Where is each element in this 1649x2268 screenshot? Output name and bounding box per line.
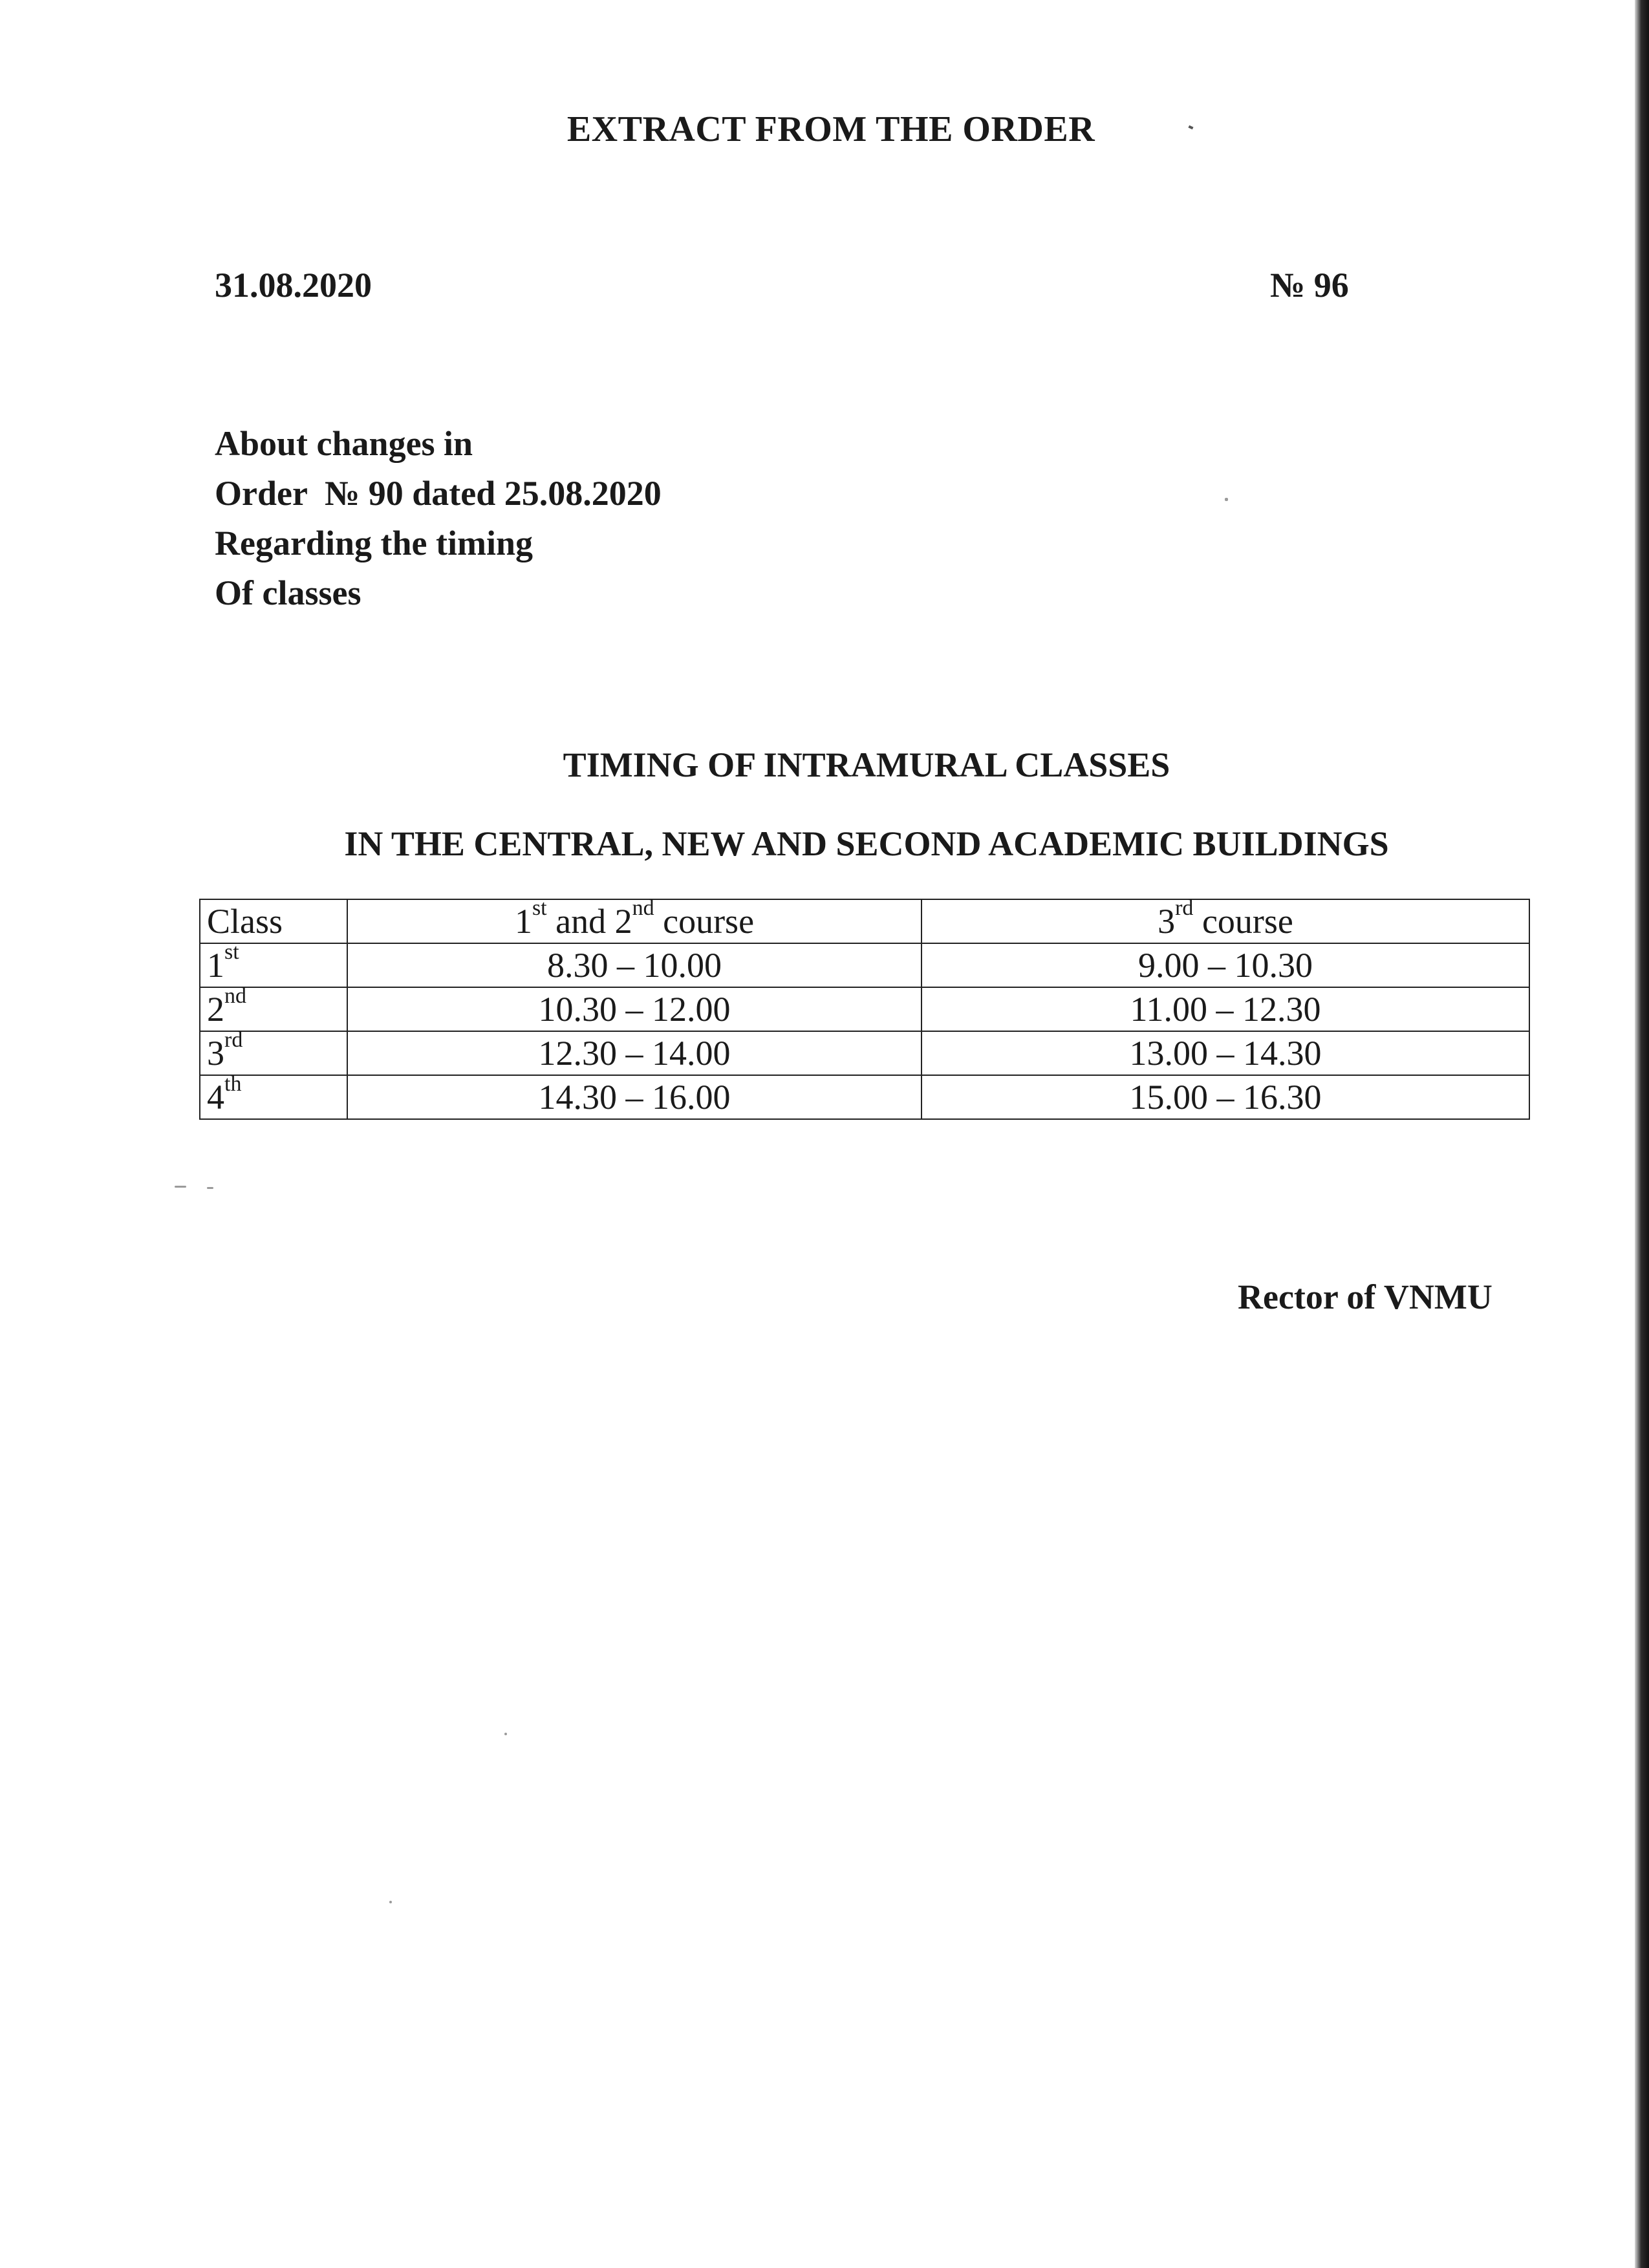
header-num: 3 bbox=[1158, 902, 1176, 941]
time-third: 9.00 – 10.30 bbox=[921, 943, 1529, 987]
scan-speck bbox=[1225, 498, 1228, 501]
header-num: 1 bbox=[514, 902, 532, 941]
subject-line: Of classes bbox=[215, 573, 361, 612]
table-row bbox=[200, 987, 1529, 1031]
subject-line: About changes in bbox=[215, 424, 473, 463]
scan-speck bbox=[504, 1733, 507, 1735]
class-number bbox=[200, 1028, 347, 1075]
time-third: 13.00 – 14.30 bbox=[921, 1031, 1529, 1075]
signature-block: Rector of VNMU bbox=[1238, 1278, 1493, 1316]
header-tail: course bbox=[1193, 902, 1293, 941]
time-third: 11.00 – 12.30 bbox=[921, 987, 1529, 1031]
table-row bbox=[200, 943, 1529, 987]
header-tail: course bbox=[654, 902, 755, 941]
table-row bbox=[200, 1031, 1529, 1075]
class-number bbox=[200, 1072, 347, 1119]
header-first-second-course bbox=[347, 896, 921, 943]
class-num: 2 bbox=[207, 990, 224, 1029]
class-num: 4 bbox=[207, 1078, 224, 1117]
time-first-second: 8.30 – 10.00 bbox=[347, 943, 921, 987]
class-number bbox=[200, 984, 347, 1031]
header-sup: rd bbox=[1175, 896, 1194, 920]
time-first-second: 10.30 – 12.00 bbox=[347, 987, 921, 1031]
header-sup: st bbox=[532, 896, 547, 920]
table-header-row bbox=[200, 899, 1529, 943]
header-class: Class bbox=[200, 899, 347, 943]
timing-table bbox=[199, 896, 1530, 1120]
subject-line: Order № 90 dated 25.08.2020 bbox=[215, 474, 662, 513]
header-sup: nd bbox=[632, 896, 654, 920]
subject-line: Regarding the timing bbox=[215, 524, 533, 562]
class-num: 1 bbox=[207, 946, 224, 985]
class-sup: th bbox=[224, 1072, 242, 1096]
timing-subheading: IN THE CENTRAL, NEW AND SECOND ACADEMIC BUILDINGS bbox=[344, 824, 1389, 863]
class-sup: nd bbox=[224, 984, 246, 1008]
class-number bbox=[200, 940, 347, 987]
time-first-second: 12.30 – 14.00 bbox=[347, 1031, 921, 1075]
scan-speck bbox=[207, 1187, 213, 1189]
timing-heading: TIMING OF INTRAMURAL CLASSES bbox=[563, 745, 1170, 784]
header-third-course bbox=[921, 896, 1529, 943]
table-row bbox=[200, 1075, 1529, 1119]
scan-speck bbox=[389, 1901, 392, 1903]
class-num: 3 bbox=[207, 1034, 224, 1073]
time-third: 15.00 – 16.30 bbox=[921, 1075, 1529, 1119]
scan-speck bbox=[175, 1186, 186, 1188]
order-subject bbox=[215, 419, 662, 618]
header-mid: and 2 bbox=[546, 902, 632, 941]
order-date: 31.08.2020 bbox=[215, 266, 372, 305]
scan-edge-shadow bbox=[1635, 0, 1649, 2268]
document-title: EXTRACT FROM THE ORDER bbox=[566, 109, 1095, 149]
order-number: № 96 bbox=[1270, 266, 1349, 305]
class-sup: st bbox=[224, 940, 239, 964]
class-sup: rd bbox=[224, 1028, 243, 1052]
time-first-second: 14.30 – 16.00 bbox=[347, 1075, 921, 1119]
